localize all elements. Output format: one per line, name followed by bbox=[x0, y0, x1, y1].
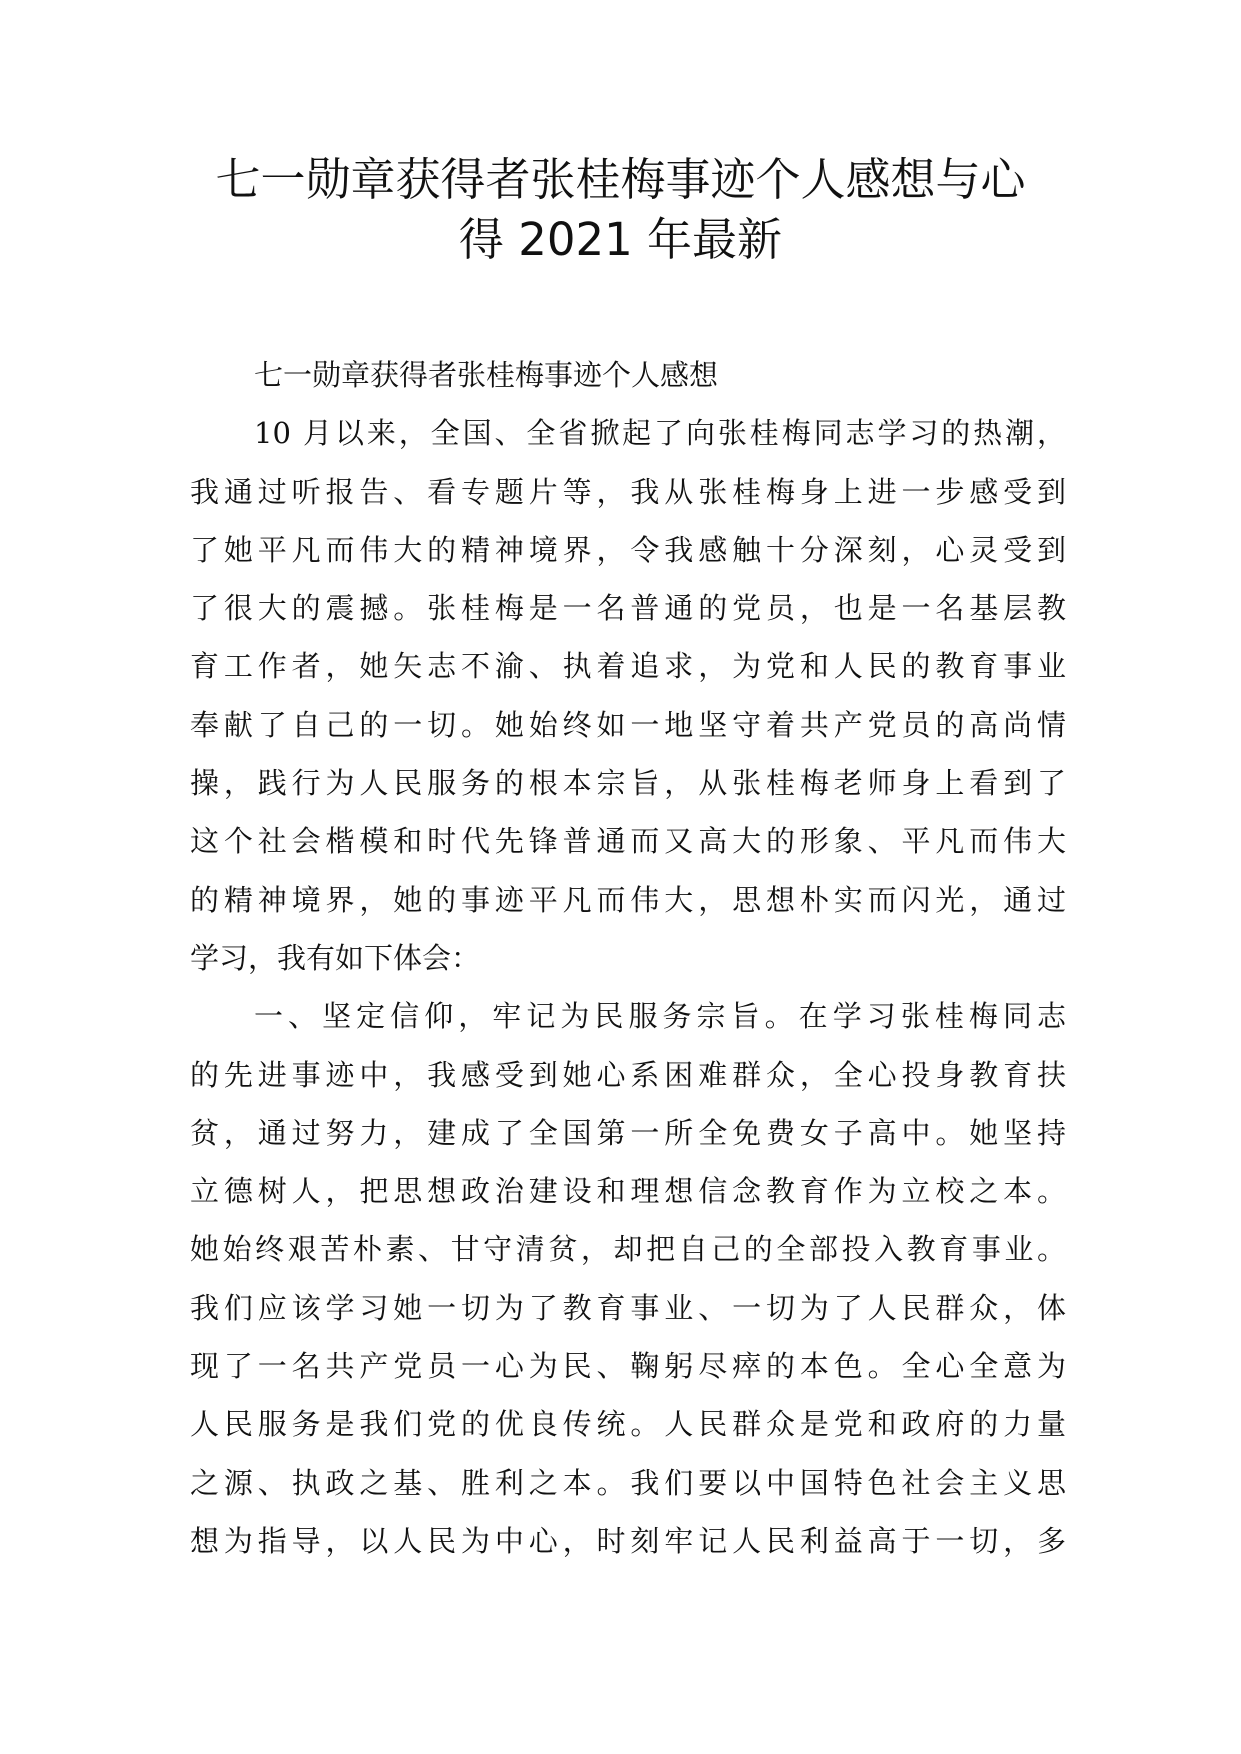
body-line: 现了一名共产党员一心为民、鞠躬尽瘁的本色。全心全意为 bbox=[190, 1349, 1066, 1384]
title-line-1: 七一勋章获得者张桂梅事迹个人感想与心 bbox=[215, 153, 1026, 206]
body-line: 我们应该学习她一切为了教育事业、一切为了人民群众，体 bbox=[190, 1290, 1066, 1325]
body-line: 她始终艰苦朴素、甘守清贫，却把自己的全部投入教育事业。 bbox=[190, 1232, 1066, 1267]
document-body bbox=[190, 346, 1066, 1570]
body-line: 人民服务是我们党的优良传统。人民群众是党和政府的力量 bbox=[190, 1407, 1066, 1442]
body-line: 这个社会楷模和时代先锋普通而又高大的形象、平凡而伟大 bbox=[190, 824, 1066, 859]
body-line: 之源、执政之基、胜利之本。我们要以中国特色社会主义思 bbox=[190, 1465, 1066, 1500]
body-line: 的先进事迹中，我感受到她心系困难群众，全心投身教育扶 bbox=[190, 1057, 1066, 1092]
body-line: 立德树人，把思想政治建设和理想信念教育作为立校之本。 bbox=[190, 1174, 1066, 1209]
body-line: 了很大的震撼。张桂梅是一名普通的党员，也是一名基层教 bbox=[190, 591, 1066, 626]
body-line: 我通过听报告、看专题片等，我从张桂梅身上进一步感受到 bbox=[190, 474, 1066, 509]
body-line: 学习，我有如下体会： bbox=[190, 940, 481, 975]
body-line: 想为指导，以人民为中心，时刻牢记人民利益高于一切，多 bbox=[190, 1523, 1066, 1558]
body-line: 奉献了自己的一切。她始终如一地坚守着共产党员的高尚情 bbox=[190, 707, 1066, 742]
body-line: 操，践行为人民服务的根本宗旨，从张桂梅老师身上看到了 bbox=[190, 766, 1066, 801]
body-line: 的精神境界，她的事迹平凡而伟大，思想朴实而闪光，通过 bbox=[190, 882, 1066, 917]
body-line: 一、坚定信仰，牢记为民服务宗旨。在学习张桂梅同志 bbox=[254, 999, 1066, 1034]
body-line: 贫，通过努力，建成了全国第一所全免费女子高中。她坚持 bbox=[190, 1115, 1066, 1150]
document-title bbox=[150, 150, 1091, 270]
section-heading: 七一勋章获得者张桂梅事迹个人感想 bbox=[254, 358, 719, 392]
body-line: 育工作者，她矢志不渝、执着追求，为党和人民的教育事业 bbox=[190, 649, 1066, 684]
body-line: 10 月以来，全国、全省掀起了向张桂梅同志学习的热潮， bbox=[254, 416, 1066, 451]
body-line: 了她平凡而伟大的精神境界，令我感触十分深刻，心灵受到 bbox=[190, 532, 1066, 567]
title-line-2: 得 2021 年最新 bbox=[458, 213, 783, 266]
